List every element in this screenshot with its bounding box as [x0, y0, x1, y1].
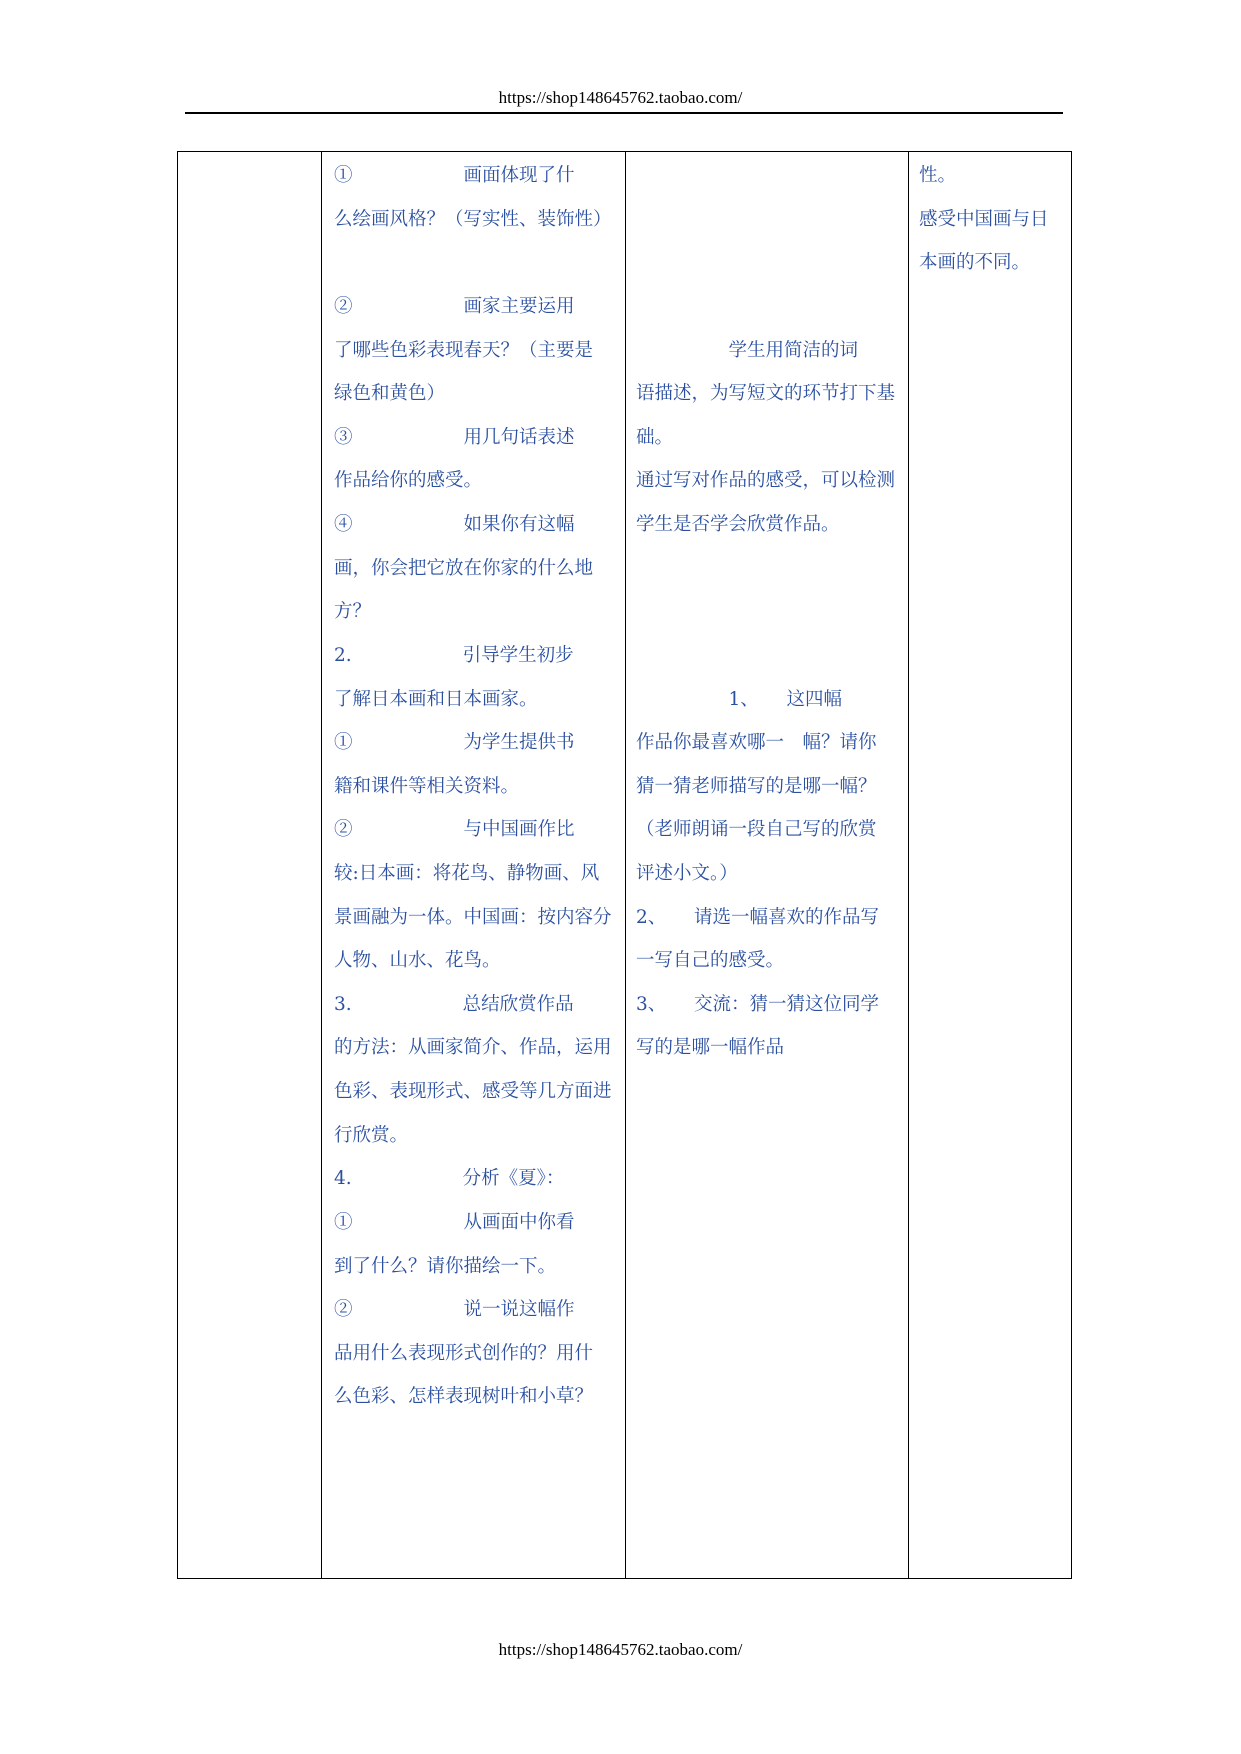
text-line: ③ 用几句话表述 [334, 427, 575, 448]
text-line: 品用什么表现形式创作的？用什 [334, 1343, 594, 1364]
table-cell-design-intent [909, 152, 1071, 1578]
footer-url: https://shop148645762.taobao.com/ [498, 1640, 743, 1659]
text-line: 画，你会把它放在你家的什么地 [334, 558, 594, 579]
text-line: 一写自己的感受。 [636, 950, 785, 971]
table-cell-empty [178, 152, 321, 1578]
text-line: ② 说一说这幅作 [334, 1299, 575, 1320]
text-line: 4. 分析《夏》： [334, 1168, 565, 1189]
text-line: 2、 请选一幅喜欢的作品写 [636, 907, 880, 928]
text-line: 本画的不同。 [919, 252, 1031, 273]
text-line: 么绘画风格？（写实性、装饰性） [334, 209, 612, 230]
text-line: 色彩、表现形式、感受等几方面进 [334, 1081, 612, 1102]
text-line: ② 画家主要运用 [334, 296, 575, 317]
text-line: 行欣赏。 [334, 1125, 409, 1146]
text-line: 猜一猜老师描写的是哪一幅？ [636, 776, 877, 797]
header-url: https://shop148645762.taobao.com/ [498, 88, 743, 107]
text-line: 2. 引导学生初步 [334, 645, 574, 666]
text-line: ① 为学生提供书 [334, 732, 575, 753]
text-line: 方？ [334, 601, 372, 622]
text-line: 景画融为一体。中国画：按内容分 [334, 907, 612, 928]
text-line: （老师朗诵一段自己写的欣赏 [636, 819, 877, 840]
text-line: 1、 这四幅 [636, 689, 843, 710]
text-line: 的方法：从画家简介、作品，运用 [334, 1037, 612, 1058]
text-line: ① 从画面中你看 [334, 1212, 575, 1233]
text-line: 到了什么？请你描绘一下。 [334, 1256, 557, 1277]
text-line: 人物、山水、花鸟。 [334, 950, 501, 971]
text-line: 作品你最喜欢哪一 幅？请你 [636, 732, 877, 753]
lesson-table [177, 151, 1072, 1579]
text-line: 绿色和黄色） [334, 383, 446, 404]
text-line: 较:日本画：将花鸟、静物画、风 [334, 863, 600, 884]
text-line: 作品给你的感受。 [334, 470, 483, 491]
text-line: ④ 如果你有这幅 [334, 514, 575, 535]
text-line: 么色彩、怎样表现树叶和小草？ [334, 1386, 594, 1407]
text-line: 写的是哪一幅作品 [636, 1037, 785, 1058]
text-line: 性。 [919, 165, 957, 186]
text-line: 评述小文。） [636, 863, 738, 884]
text-line: 础。 [636, 427, 674, 448]
text-line: 学生是否学会欣赏作品。 [636, 514, 840, 535]
table-cell-teacher-activities [322, 152, 625, 1578]
text-line: 3. 总结欣赏作品 [334, 994, 574, 1015]
text-line: ① 画面体现了什 [334, 165, 575, 186]
text-line: 3、 交流：猜一猜这位同学 [636, 994, 880, 1015]
text-line: 语描述，为写短文的环节打下基 [636, 383, 896, 404]
text-line: ② 与中国画作比 [334, 819, 575, 840]
text-line: 了哪些色彩表现春天？（主要是 [334, 340, 594, 361]
table-cell-student-activities [626, 152, 908, 1578]
text-line: 了解日本画和日本画家。 [334, 689, 538, 710]
text-line: 学生用简洁的词 [636, 340, 859, 361]
header-rule [185, 112, 1063, 114]
text-line: 通过写对作品的感受，可以检测 [636, 470, 896, 491]
text-line: 籍和课件等相关资料。 [334, 776, 520, 797]
text-line: 感受中国画与日 [919, 209, 1049, 230]
